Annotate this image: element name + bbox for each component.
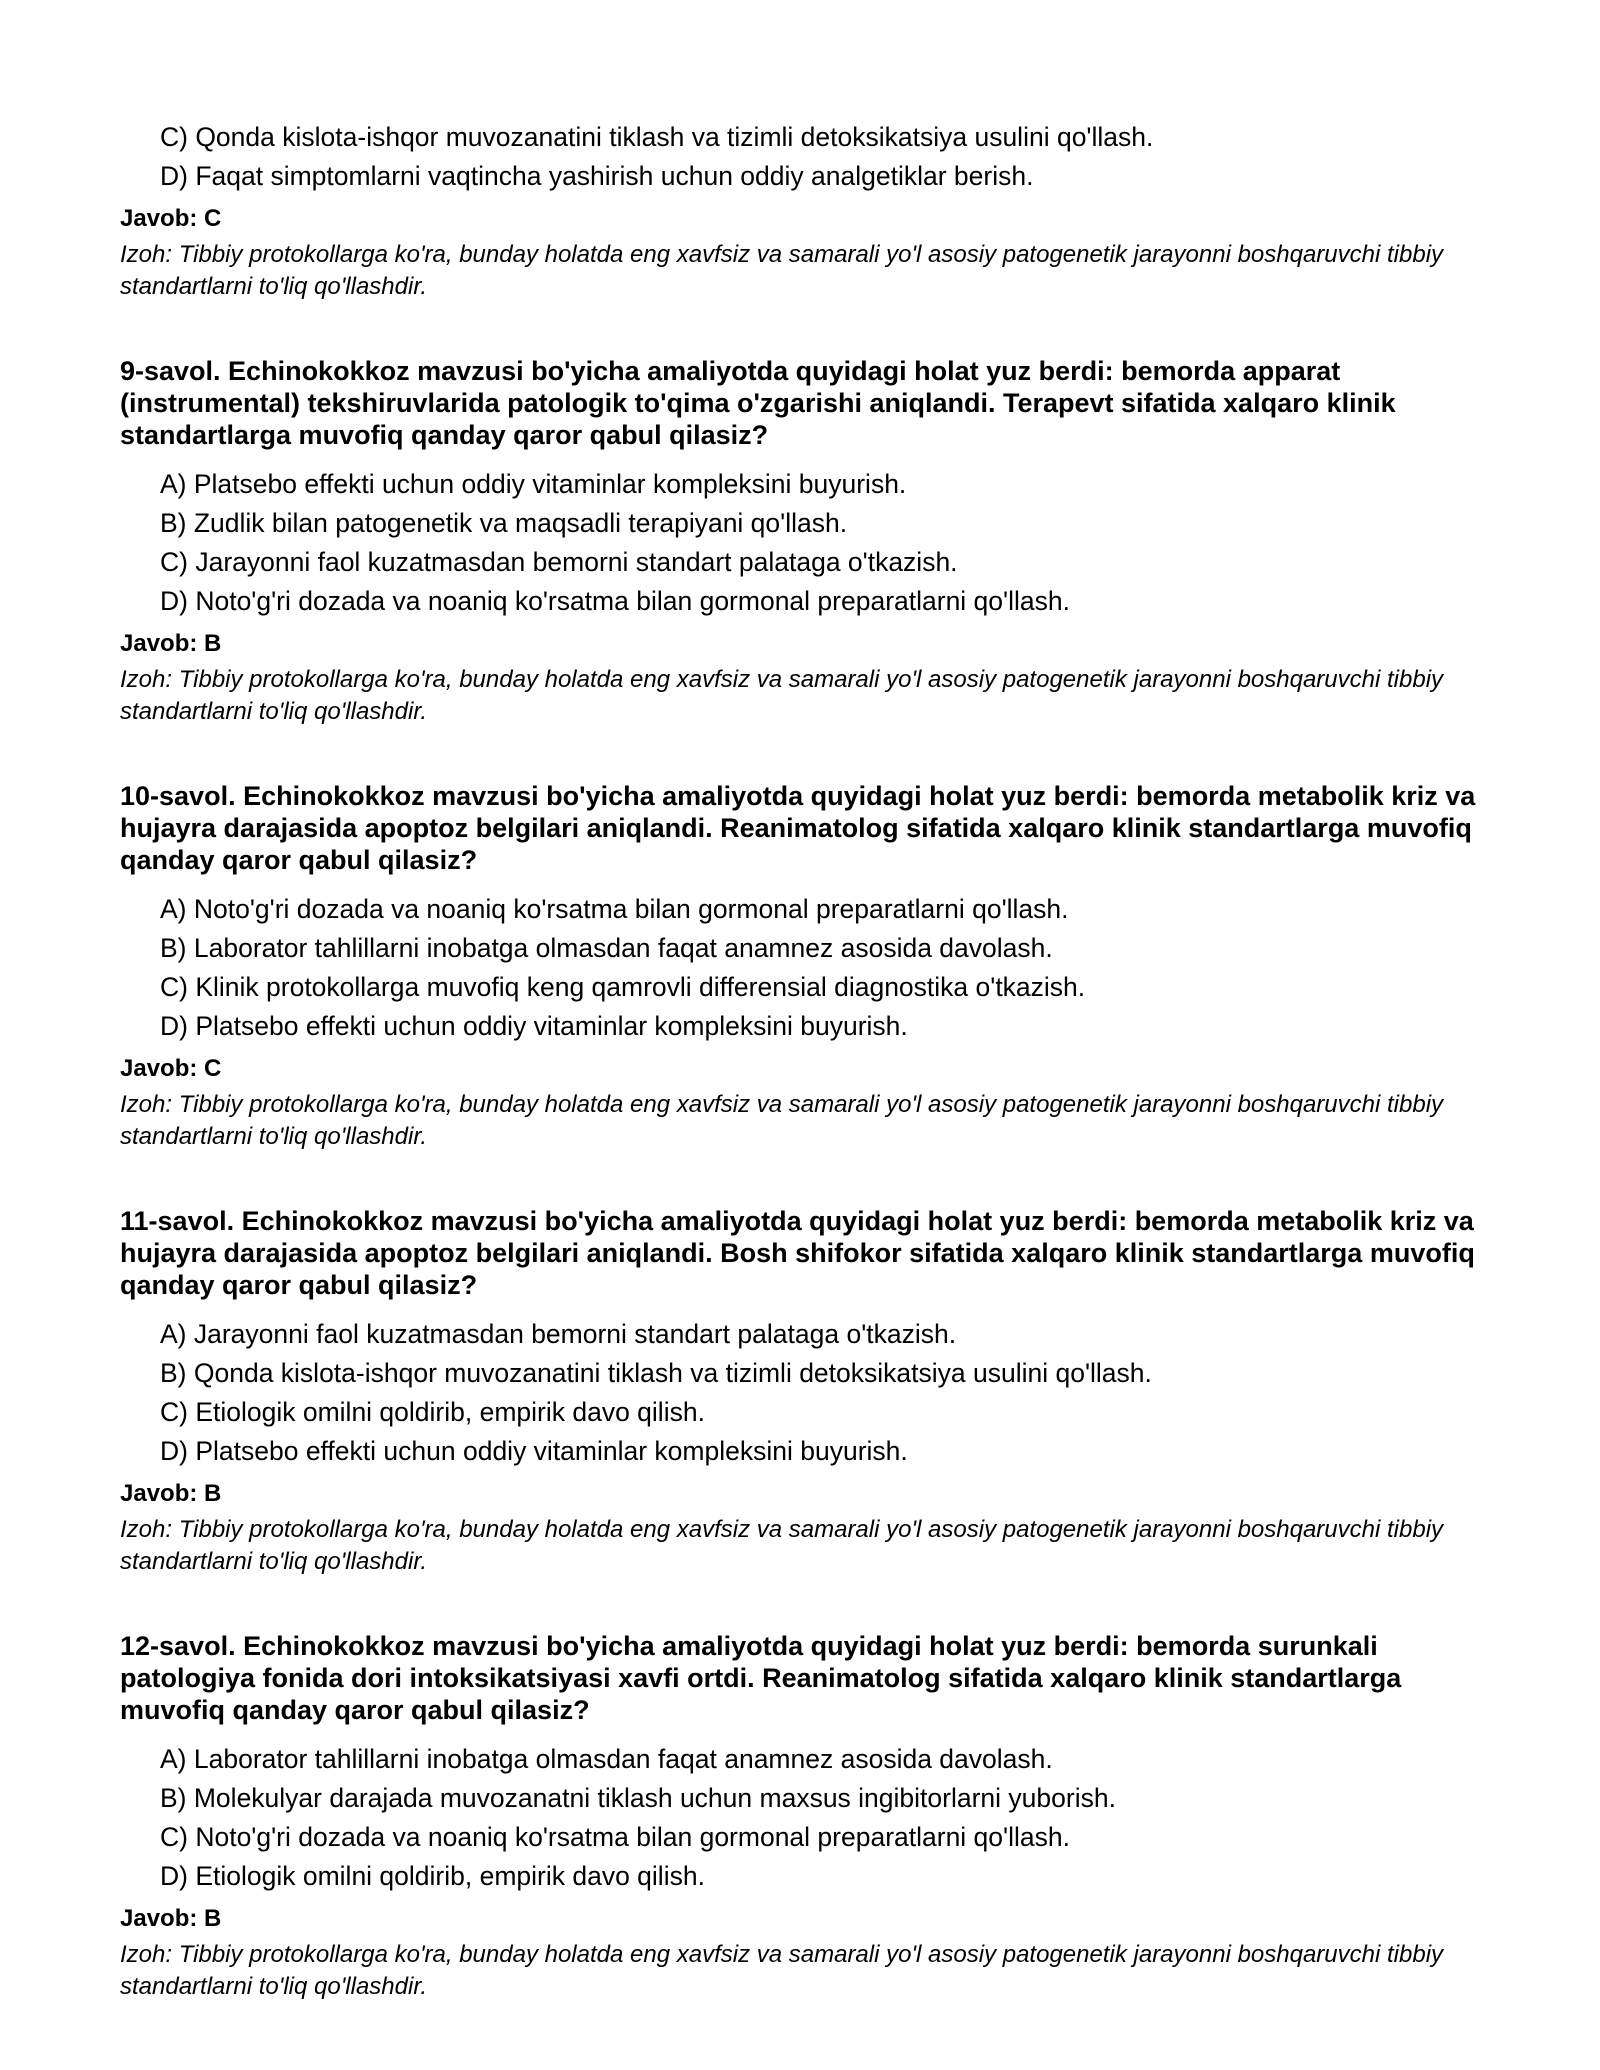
correct-answer: Javob: C [120,205,222,232]
explanation-note: Izoh: Tibbiy protokollarga ko'ra, bunday holatda eng xavfsiz va samarali yo'l asosiy patogenetik jarayonni boshqaruvchi tibbiy standartlarni to'liq qo'llashdir. [120,1516,1444,1575]
question-text: 9-savol. Echinokokkoz mavzusi bo'yicha amaliyotda quyidagi holat yuz berdi: bemorda apparat (instrumental) tekshiruvlarida patologik to'qima o'zgarishi aniqlandi. Terapevt sifatida xalqaro klinik standartlarga muvofiq qanday qaror qabul qilasiz? [120,356,1396,450]
answer-option: A) Platsebo effekti uchun oddiy vitaminlar kompleksini buyurish. [160,469,907,499]
question-text: 11-savol. Echinokokkoz mavzusi bo'yicha amaliyotda quyidagi holat yuz berdi: bemorda metabolik kriz va hujayra darajasida apoptoz belgilari aniqlandi. Bosh shifokor sifatida xalqaro klinik standartlarga muvofiq qanday qaror qabul qilasiz? [120,1206,1475,1300]
explanation-note: Izoh: Tibbiy protokollarga ko'ra, bunday holatda eng xavfsiz va samarali yo'l asosiy patogenetik jarayonni boshqaruvchi tibbiy standartlarni to'liq qo'llashdir. [120,1941,1444,2000]
answer-option: D) Etiologik omilni qoldirib, empirik davo qilish. [160,1861,705,1891]
question-block-9 [120,355,1500,728]
answer-option: D) Platsebo effekti uchun oddiy vitaminlar kompleksini buyurish. [160,1011,908,1041]
correct-answer: Javob: C [120,1055,222,1082]
answer-option: B) Molekulyar darajada muvozanatni tiklash uchun maxsus ingibitorlarni yuborish. [160,1783,1116,1813]
correct-answer: Javob: B [120,1480,222,1507]
answer-option: C) Noto'g'ri dozada va noaniq ko'rsatma bilan gormonal preparatlarni qo'llash. [160,1822,1070,1852]
question-text: 12-savol. Echinokokkoz mavzusi bo'yicha amaliyotda quyidagi holat yuz berdi: bemorda surunkali patologiya fonida dori intoksikatsiyasi xavfi ortdi. Reanimatolog sifatida xalqaro klinik standartlarga muvofiq qanday qaror qabul qilasiz? [120,1631,1402,1725]
answer-option: C) Jarayonni faol kuzatmasdan bemorni standart palataga o'tkazish. [160,547,958,577]
correct-answer: Javob: B [120,630,222,657]
answer-option: D) Faqat simptomlarni vaqtincha yashirish uchun oddiy analgetiklar berish. [160,161,1034,191]
explanation-note: Izoh: Tibbiy protokollarga ko'ra, bunday holatda eng xavfsiz va samarali yo'l asosiy patogenetik jarayonni boshqaruvchi tibbiy standartlarni to'liq qo'llashdir. [120,241,1444,300]
answer-option: D) Platsebo effekti uchun oddiy vitaminlar kompleksini buyurish. [160,1436,908,1466]
answer-option: A) Jarayonni faol kuzatmasdan bemorni standart palataga o'tkazish. [160,1319,957,1349]
question-block-11 [120,1205,1500,1578]
correct-answer: Javob: B [120,1905,222,1932]
question-text: 10-savol. Echinokokkoz mavzusi bo'yicha amaliyotda quyidagi holat yuz berdi: bemorda metabolik kriz va hujayra darajasida apoptoz belgilari aniqlandi. Reanimatolog sifatida xalqaro klinik standartlarga muvofiq qanday qaror qabul qilasiz? [120,781,1476,875]
answer-option: B) Zudlik bilan patogenetik va maqsadli terapiyani qo'llash. [160,508,848,538]
answer-option: C) Qonda kislota-ishqor muvozanatini tiklash va tizimli detoksikatsiya usulini qo'llash. [160,122,1154,152]
explanation-note: Izoh: Tibbiy protokollarga ko'ra, bunday holatda eng xavfsiz va samarali yo'l asosiy patogenetik jarayonni boshqaruvchi tibbiy standartlarni to'liq qo'llashdir. [120,1091,1444,1150]
answer-option: D) Noto'g'ri dozada va noaniq ko'rsatma bilan gormonal preparatlarni qo'llash. [160,586,1070,616]
answer-option: A) Noto'g'ri dozada va noaniq ko'rsatma bilan gormonal preparatlarni qo'llash. [160,894,1069,924]
previous-question-continuation [120,118,1500,2003]
answer-option: B) Laborator tahlillarni inobatga olmasdan faqat anamnez asosida davolash. [160,933,1053,963]
answer-option: C) Etiologik omilni qoldirib, empirik davo qilish. [160,1397,705,1427]
answer-option: A) Laborator tahlillarni inobatga olmasdan faqat anamnez asosida davolash. [160,1744,1053,1774]
answer-option: C) Klinik protokollarga muvofiq keng qamrovli differensial diagnostika o'tkazish. [160,972,1086,1002]
question-block-10 [120,780,1500,1153]
question-block-12 [120,1630,1500,2003]
answer-option: B) Qonda kislota-ishqor muvozanatini tiklash va tizimli detoksikatsiya usulini qo'llash. [160,1358,1152,1388]
explanation-note: Izoh: Tibbiy protokollarga ko'ra, bunday holatda eng xavfsiz va samarali yo'l asosiy patogenetik jarayonni boshqaruvchi tibbiy standartlarni to'liq qo'llashdir. [120,666,1444,725]
